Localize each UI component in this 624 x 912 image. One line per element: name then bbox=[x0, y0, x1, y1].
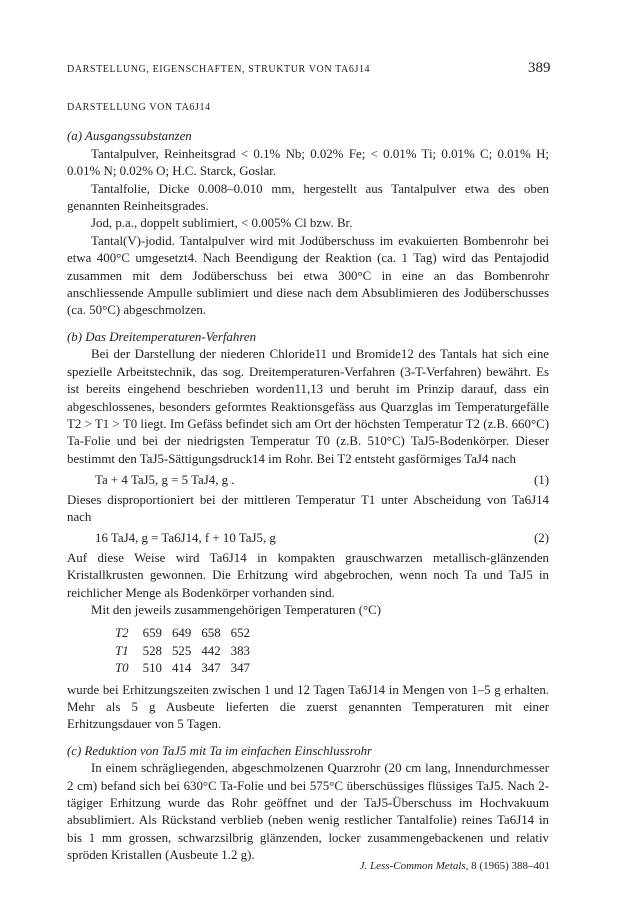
row-label: T0 bbox=[115, 661, 129, 676]
equation-number: (2) bbox=[533, 531, 549, 546]
page-number: 389 bbox=[528, 60, 551, 76]
table-cell: 649 bbox=[171, 626, 192, 641]
table-cell: 347 bbox=[230, 661, 250, 676]
table-cell: 525 bbox=[171, 643, 192, 658]
equation-2 bbox=[67, 530, 549, 547]
table-cell: 528 bbox=[142, 643, 162, 658]
table-cell: 652 bbox=[230, 626, 250, 641]
paragraph: Auf diese Weise wird Ta6J14 in kompakten grauschwarzen metallisch-glänzenden Kristallkrusten gewonnen. Die Erhitzung wird abgebrochen, wenn noch Ta und TaJ5 in reichlicher Menge als Bodenkörper vorhanden sind. bbox=[67, 550, 549, 600]
paragraph: wurde bei Erhitzungszeiten zwischen 1 und 12 Tagen Ta6J14 in Mengen von 1–5 g erhalten. Mehr als 5 g Ausbeute lieferten die zuerst genannten Temperaturen mit einer Erhitzungsdauer von 5 Tagen. bbox=[67, 682, 549, 732]
subheading-b: (b) Das Dreitemperaturen-Verfahren bbox=[67, 329, 257, 344]
paragraph: In einem schrägliegenden, abgeschmolzenen Quarzrohr (20 cm lang, Innendurchmesser 2 cm) befand sich bei 630°C Ta-Folie und bei 575°C überschüssiges flüssiges TaJ5. Nach 2-tägiger Erhitzung wurde das Rohr geöffnet und der TaJ5-Überschuss im Hochvakuum absublimiert. Als Rückstand verblieb (neben wenig restlicher Tantalfolie) reines Ta6J14 in bis 1 mm grossen, schwarzsilbrig glänzenden, locker zusammengebackenen und relativ spröden Kristallen (Ausbeute 1.2 g). bbox=[67, 761, 549, 863]
journal-volume: 8 (1965) 388–401 bbox=[471, 860, 550, 872]
paragraph: Tantalfolie, Dicke 0.008–0.010 mm, hergestellt aus Tantalpulver etwa des oben genannten Reinheitsgrades. bbox=[67, 181, 549, 214]
row-label: T2 bbox=[115, 626, 129, 641]
table-row bbox=[115, 660, 260, 677]
temperature-table bbox=[115, 625, 260, 677]
table-cell: 659 bbox=[142, 626, 162, 641]
table-cell: 347 bbox=[201, 661, 221, 676]
table-cell: 414 bbox=[171, 661, 192, 676]
equation-text: 16 TaJ4, g = Ta6J14, f + 10 TaJ5, g bbox=[95, 531, 276, 546]
subheading-c: (c) Reduktion von TaJ5 mit Ta im einfachen Einschlussrohr bbox=[67, 743, 373, 758]
journal-citation bbox=[340, 860, 550, 872]
table-cell: 383 bbox=[230, 643, 250, 658]
paragraph: Bei der Darstellung der niederen Chloride11 und Bromide12 des Tantals hat sich eine spezielle Arbeitstechnik, das sog. Dreitemperaturen-Verfahren (3-T-Verfahren) bewährt. Es ist bereits eingehend beschrieben worden11,13 und beruht im Prinzip darauf, dass ein abgeschlossenes, besonders geformtes Reaktionsgefäss aus Quarzglas im Temperaturgefälle T2 > T1 > T0 liegt. Im Gefäss befindet sich am Ort der höchsten Temperatur T2 (z.B. 660°C) Ta-Folie und bei der niedrigsten Temperatur T0 (z.B. 510°C) TaJ5-Bodenkörper. Dieser bestimmt den TaJ5-Sättigungsdruck14 im Rohr. Bei T2 entsteht gasförmiges TaJ4 nach bbox=[67, 347, 549, 466]
subheading-a: (a) Ausgangssubstanzen bbox=[67, 129, 192, 144]
table-cell: 510 bbox=[142, 661, 162, 676]
running-head: DARSTELLUNG, EIGENSCHAFTEN, STRUKTUR VON TA6J14 bbox=[67, 64, 371, 75]
table-row bbox=[115, 625, 260, 642]
section-title: DARSTELLUNG VON TA6J14 bbox=[67, 102, 211, 113]
equation-number: (1) bbox=[533, 473, 549, 488]
equation-text: Ta + 4 TaJ5, g = 5 TaJ4, g . bbox=[95, 473, 235, 488]
equation-1 bbox=[67, 472, 549, 489]
paragraph: Jod, p.a., doppelt sublimiert, < 0.005% Cl bzw. Br. bbox=[91, 216, 353, 231]
paragraph: Tantal(V)-jodid. Tantalpulver wird mit Jodüberschuss im evakuierten Bombenrohr bei etwa 400°C umgesetzt4. Nach Beendigung der Reaktion (ca. 1 Tag) wird das Pentajodid zusammen mit dem Jodüberschuss bei etwa 300°C in eine an das Bombenrohr anschliessende Ampulle sublimiert und diese nach dem Absublimieren des Jodüberschusses (ca. 50°C) abgeschmolzen. bbox=[67, 233, 549, 318]
article-body bbox=[67, 99, 549, 865]
table-cell: 442 bbox=[201, 643, 221, 658]
table-cell: 658 bbox=[201, 626, 221, 641]
table-row bbox=[115, 643, 260, 660]
paragraph: Dieses disproportioniert bei der mittleren Temperatur T1 unter Abscheidung von Ta6J14 nach bbox=[67, 492, 549, 524]
paragraph: Tantalpulver, Reinheitsgrad < 0.1% Nb; 0.02% Fe; < 0.01% Ti; 0.01% C; 0.01% H; 0.01% N; 0.02% O; H.C. Starck, Goslar. bbox=[67, 146, 549, 179]
journal-name: J. Less-Common Metals, bbox=[359, 860, 469, 872]
row-label: T1 bbox=[115, 643, 129, 658]
paragraph: Mit den jeweils zusammengehörigen Temperaturen (°C) bbox=[91, 602, 382, 617]
